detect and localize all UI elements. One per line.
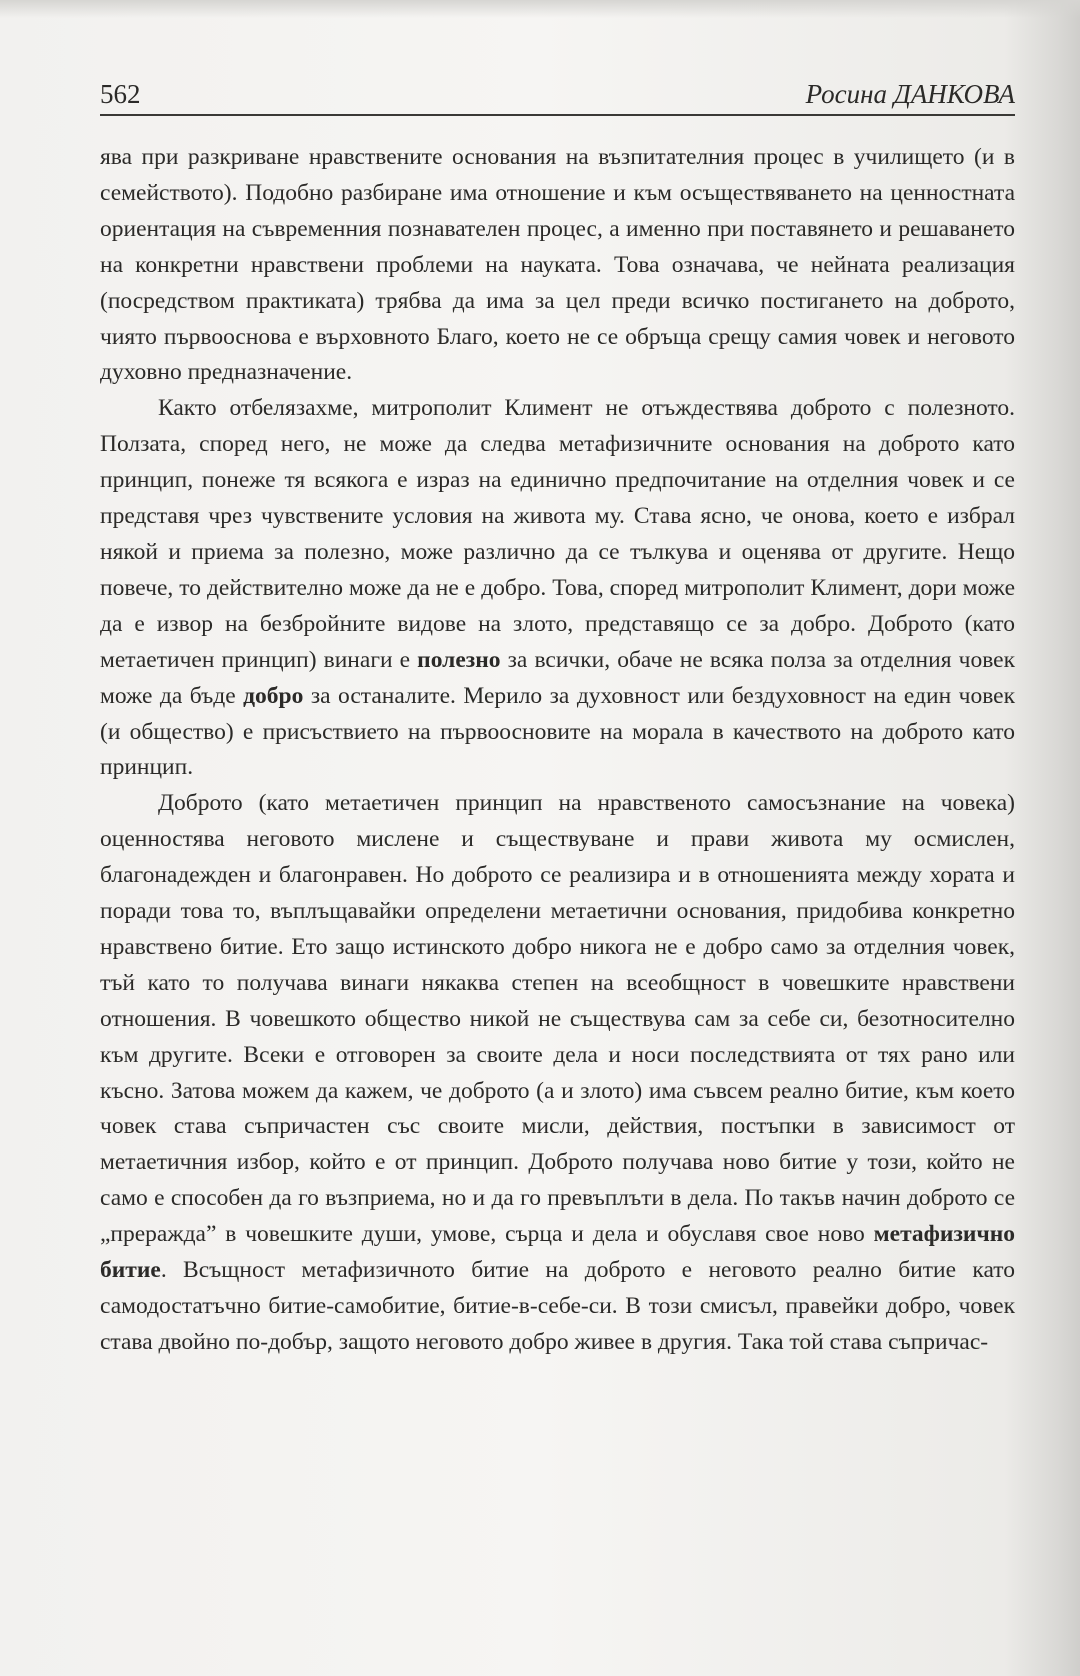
page-header [100, 76, 1015, 112]
paragraph-2-text-a: Както отбелязахме, митрополит Климент не отъждествява доброто с полезното. Ползата, според него, не може да следва метафизичните основания на доброто като принцип, понеже тя всякога е израз на единично предпочитание на отделния човек и се представя чрез чувствените условия на живота му. Става ясно, че онова, което е избрал някой и приема за полезно, може различно да се тълкува и оценява от другите. Нещо повече, то действително може да не е добро. Това, според митрополит Климент, дори може да е извор на безбройните видове на злото, представящо се за добро. Доброто (като метаетичен принцип) винаги е [100, 395, 1015, 673]
paragraph-3-text-c: . Всъщност метафизичното битие на доброто е неговото реално битие като самодостатъчно битие-самобитие, битие-в-себе-си. В този смисъл, правейки добро, човек става двойно по-добър, защото неговото добро живее в другия. Така той става съпричас- [100, 1257, 1015, 1355]
emphasis-metaphysical-being: метафизично битие [100, 1221, 1015, 1284]
paragraph-2-text-e: за останалите. Мерило за духовност или бездуховност на един човек (и общество) е присъствието на първоосновите на морала в качеството на доброто като принцип. [100, 682, 1015, 781]
emphasis-useful: полезно [417, 646, 501, 673]
header-rule [100, 114, 1015, 116]
paragraph-1 [100, 140, 1015, 391]
paragraph-2 [100, 391, 1015, 786]
paragraph-1-text: ява при разкриване нравствените основания на възпитателния процес в училището (и в семейството). Подобно разбиране има отношение и към осъществяването на ценностната ориентация на съвременния познавателен процес, а именно при поставянето и решаването на конкретни нравствени проблеми на науката. Това означава, че нейната реализация (посредством практиката) трябва да има за цел преди всичко постигането на доброто, чиято първооснова е върховното Благо, което не се обръща срещу самия човек и неговото духовно предназначение. [100, 144, 1015, 386]
paragraph-2-text-c: за всички, обаче не всяка полза за отделния човек може да бъде [100, 646, 1015, 709]
paragraph-3 [100, 786, 1015, 1361]
body-text [100, 140, 1015, 1361]
running-head-author: Росина ДАНКОВА [805, 79, 1015, 109]
page-number: 562 [100, 79, 141, 109]
page-top-shadow [0, 0, 1080, 18]
emphasis-good: добро [243, 682, 304, 709]
paragraph-3-text-a: Доброто (като метаетичен принцип на нравственото самосъзнание на човека) оценностява неговото мислене и съществуване и прави живота му осмислен, благонадежден и благонравен. Но доброто се реализира и в отношенията между хората и поради това то, въплъщавайки определени метаетични основания, придобива конкретно нравствено битие. Ето защо истинското добро никога не е добро само за отделния човек, тъй като то получава винаги някаква степен на всеобщност в човешките нравствени отношения. В човешкото общество никой не съществува сам за себе си, безотносително към другите. Всеки е отговорен за своите дела и носи последствията от тях рано или късно. Затова можем да кажем, че доброто (а и злото) има съвсем реално битие, към което човек става съпричастен със своите мисли, действия, постъпки в зависимост от метаетичния избор, който е от принцип. Доброто получава ново битие у този, който не само е способен да го възприема, но и да го превъплъти в дела. По такъв начин доброто се „прераждаˮ в човешките души, умове, сърца и дела и обуславя свое ново [100, 790, 1015, 1248]
